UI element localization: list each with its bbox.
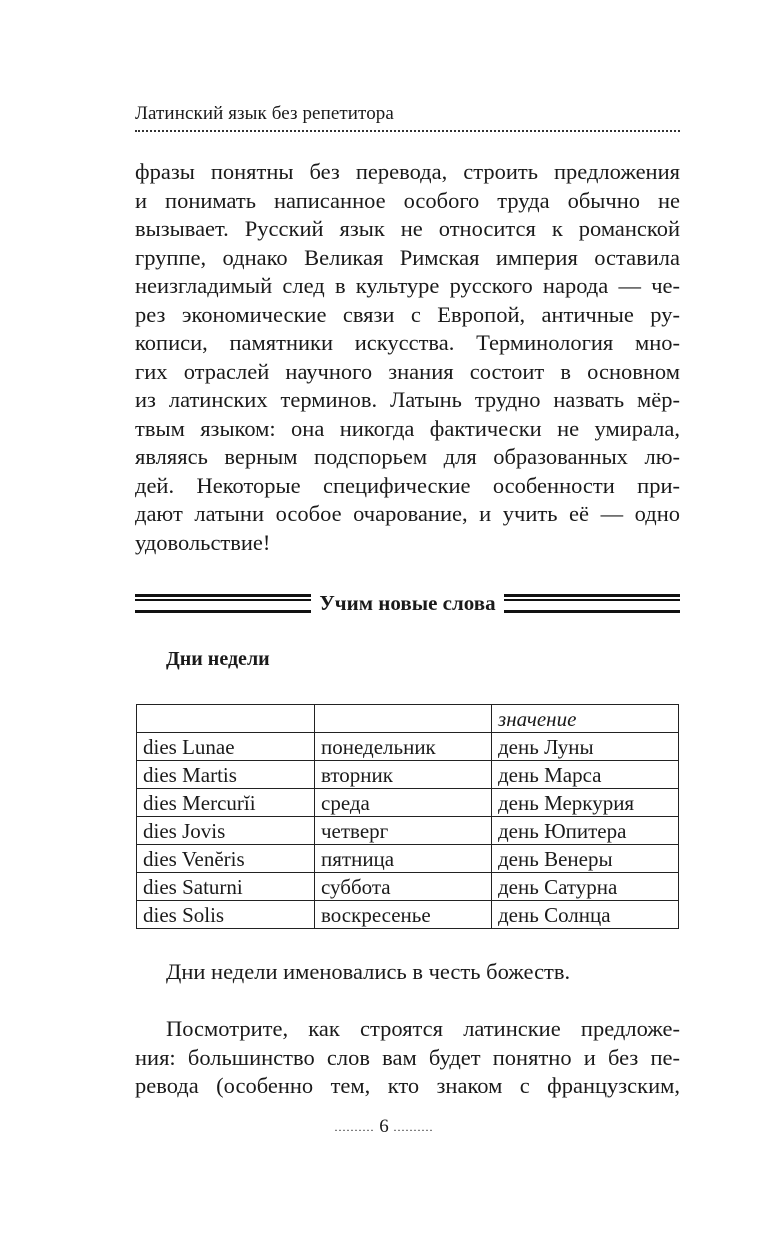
table-cell: день Луны bbox=[492, 733, 679, 761]
text-line: рез экономические связи с Европой, античные ру- bbox=[135, 301, 680, 327]
table-cell: значение bbox=[492, 705, 679, 733]
table-cell: день Меркурия bbox=[492, 789, 679, 817]
table-cell bbox=[137, 705, 315, 733]
text-line: Посмотрите, как строятся латинские предложе- bbox=[166, 1016, 680, 1041]
decorative-rule-left bbox=[135, 594, 311, 613]
table-cell: dies Solis bbox=[137, 901, 315, 929]
table-cell: пятница bbox=[315, 845, 492, 873]
page-footer bbox=[0, 1116, 768, 1138]
text-line: дают латыни особое очарование, и учить её — одно bbox=[135, 501, 680, 526]
weekdays-table bbox=[136, 704, 679, 929]
text-line: вызывает. Русский язык не относится к романской bbox=[135, 216, 680, 241]
paragraph-intro bbox=[135, 158, 680, 557]
table-cell: четверг bbox=[315, 817, 492, 845]
table-cell: dies Mercurĭi bbox=[137, 789, 315, 817]
table-header-row bbox=[137, 705, 679, 733]
table-row bbox=[137, 873, 679, 901]
text-line: группе, однако Великая Римская империя оставила bbox=[135, 244, 680, 270]
table-cell: день Юпитера bbox=[492, 817, 679, 845]
paragraph-note: Дни недели именовались в честь божеств. bbox=[166, 959, 571, 984]
text-line: кописи, памятники искусства. Терминология мно- bbox=[135, 330, 680, 355]
table-row bbox=[137, 789, 679, 817]
table-cell: суббота bbox=[315, 873, 492, 901]
text-line: твым языком: она никогда фактически не умирала, bbox=[135, 415, 680, 441]
text-line: удовольствие! bbox=[135, 529, 271, 555]
table-row bbox=[137, 901, 679, 929]
text-line: из латинских терминов. Латынь трудно назвать мёр- bbox=[135, 387, 680, 412]
decorative-rule-right bbox=[504, 594, 680, 613]
text-line: и понимать написанное особого труда обычно не bbox=[135, 187, 680, 213]
table-cell: день Сатурна bbox=[492, 873, 679, 901]
text-line: ревода (особенно тем, кто знаком с французским, bbox=[135, 1073, 680, 1098]
running-head: Латинский язык без репетитора bbox=[135, 103, 394, 124]
folio-dots-left: .......... bbox=[334, 1120, 375, 1135]
paragraph-examples bbox=[135, 1015, 680, 1101]
table-cell: вторник bbox=[315, 761, 492, 789]
table-cell: воскресенье bbox=[315, 901, 492, 929]
text-line: гих отраслей научного знания состоит в основном bbox=[135, 358, 680, 384]
text-line: фразы понятны без перевода, строить предложения bbox=[135, 159, 680, 184]
folio-dots-right: .......... bbox=[393, 1120, 434, 1135]
section-title: Учим новые слова bbox=[319, 590, 496, 615]
table-cell: dies Jovis bbox=[137, 817, 315, 845]
table-cell: день Марса bbox=[492, 761, 679, 789]
table-cell: dies Lunae bbox=[137, 733, 315, 761]
text-line: дей. Некоторые специфические особенности при- bbox=[135, 472, 680, 498]
table-cell bbox=[315, 705, 492, 733]
table-cell: день Венеры bbox=[492, 845, 679, 873]
subsection-title: Дни недели bbox=[166, 648, 270, 670]
table-cell: день Солнца bbox=[492, 901, 679, 929]
section-heading-bar bbox=[135, 590, 680, 616]
table-row bbox=[137, 761, 679, 789]
table-cell: среда bbox=[315, 789, 492, 817]
table-cell: dies Martis bbox=[137, 761, 315, 789]
table-row bbox=[137, 733, 679, 761]
text-line: неизгладимый след в культуре русского народа — че- bbox=[135, 273, 680, 298]
text-line: являясь верным подспорьем для образованных лю- bbox=[135, 444, 680, 469]
table-row bbox=[137, 845, 679, 873]
page-number: 6 bbox=[379, 1116, 389, 1137]
table-row bbox=[137, 817, 679, 845]
table-cell: dies Saturni bbox=[137, 873, 315, 901]
table-cell: понедельник bbox=[315, 733, 492, 761]
header-divider bbox=[135, 130, 680, 132]
table-cell: dies Venĕris bbox=[137, 845, 315, 873]
text-line: ния: большинство слов вам будет понятно и без пе- bbox=[135, 1044, 680, 1070]
